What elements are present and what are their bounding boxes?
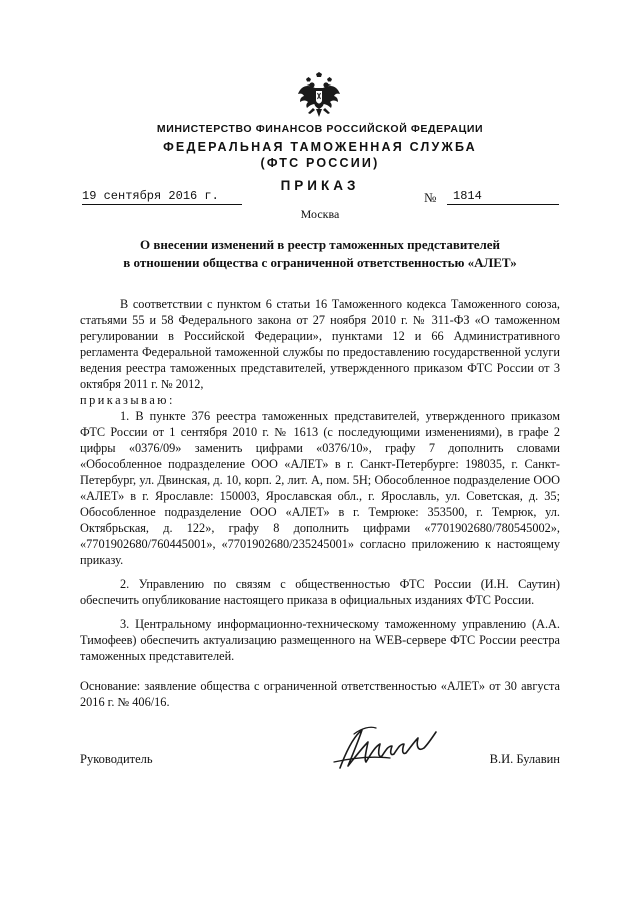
preamble-paragraph: В соответствии с пунктом 6 статьи 16 Таможенного кодекса Таможенного союза, статьями 55 и 58 Федерального закона от 27 ноября 2010 г. № 311-ФЗ «О таможенном регулировании в Российской Федерации», пунктами 12 и 66 Административного регламента Федеральной таможенной службы по предоставлению государственной услуги ведения реестра таможенных представителей, утвержденного приказом ФТС России от 3 октября 2011 г. № 2012, xyxy=(80,297,560,391)
order-item-2: 2. Управлению по связям с общественностью ФТС России (И.Н. Саутин) обеспечить опубликование настоящего приказа в официальных изданиях ФТС России. xyxy=(80,577,560,607)
signer-role: Руководитель xyxy=(80,752,153,766)
order-number-label: № xyxy=(424,190,437,205)
service-abbreviation: (ФТС РОССИИ) xyxy=(260,156,380,170)
order-item-3: 3. Центральному информационно-техническому таможенному управлению (А.А. Тимофеев) обеспечить актуализацию размещенного на WEB-сервере ФТС России реестра таможенных представителей. xyxy=(80,617,560,663)
signature-graphic xyxy=(332,722,444,776)
subject-line: О внесении изменений в реестр таможенных представителей xyxy=(139,237,501,252)
order-date: 19 сентября 2016 г. xyxy=(82,189,242,205)
signer-name: В.И. Булавин xyxy=(489,752,560,766)
handwritten-signature xyxy=(332,722,444,776)
basis-paragraph: Основание: заявление общества с ограниченной ответственностью «АЛЕТ» от 30 августа 2016 г. № 406/16. xyxy=(80,679,560,709)
order-directive: приказываю: xyxy=(80,393,175,407)
order-subject xyxy=(80,236,560,272)
order-item-1: 1. В пункте 376 реестра таможенных представителей, утвержденного приказом ФТС России от 1 сентября 2010 г. № 1613 (с последующими изменениями), в графе 2 цифры «0376/09» заменить цифрами «0376/10», графу 7 дополнить словами «Обособленное подразделение ООО «АЛЕТ» в г. Санкт-Петербурге: 198035, г. Санкт-Петербург, ул. Двинская, д. 10, корп. 2, лит. А, пом. 5Н; Обособленное подразделение ООО «АЛЕТ» в г. Ярославле: 150003, Ярославская обл., г. Ярославль, ул. Советская, д. 35; Обособленное подразделение ООО «АЛЕТ» в г. Темрюке: 353500, г. Темрюк, ул. Октябрьская, д. 122», графу 8 дополнить цифрами «7701902680/780545002», «7701902680/760445001», «7701902680/235245001» согласно приложению к настоящему приказу. xyxy=(80,409,560,567)
order-city: Москва xyxy=(300,207,340,221)
document-type-title: ПРИКАЗ xyxy=(280,178,360,193)
double-headed-eagle-icon xyxy=(297,72,341,122)
order-body xyxy=(80,296,560,710)
service-name: ФЕДЕРАЛЬНАЯ ТАМОЖЕННАЯ СЛУЖБА xyxy=(163,140,477,154)
subject-line: в отношении общества с ограниченной ответственностью «АЛЕТ» xyxy=(123,255,517,270)
order-number: 1814 xyxy=(447,189,559,205)
ministry-name: МИНИСТЕРСТВО ФИНАНСОВ РОССИЙСКОЙ ФЕДЕРАЦИИ xyxy=(156,123,484,135)
coat-of-arms-emblem xyxy=(297,72,341,122)
